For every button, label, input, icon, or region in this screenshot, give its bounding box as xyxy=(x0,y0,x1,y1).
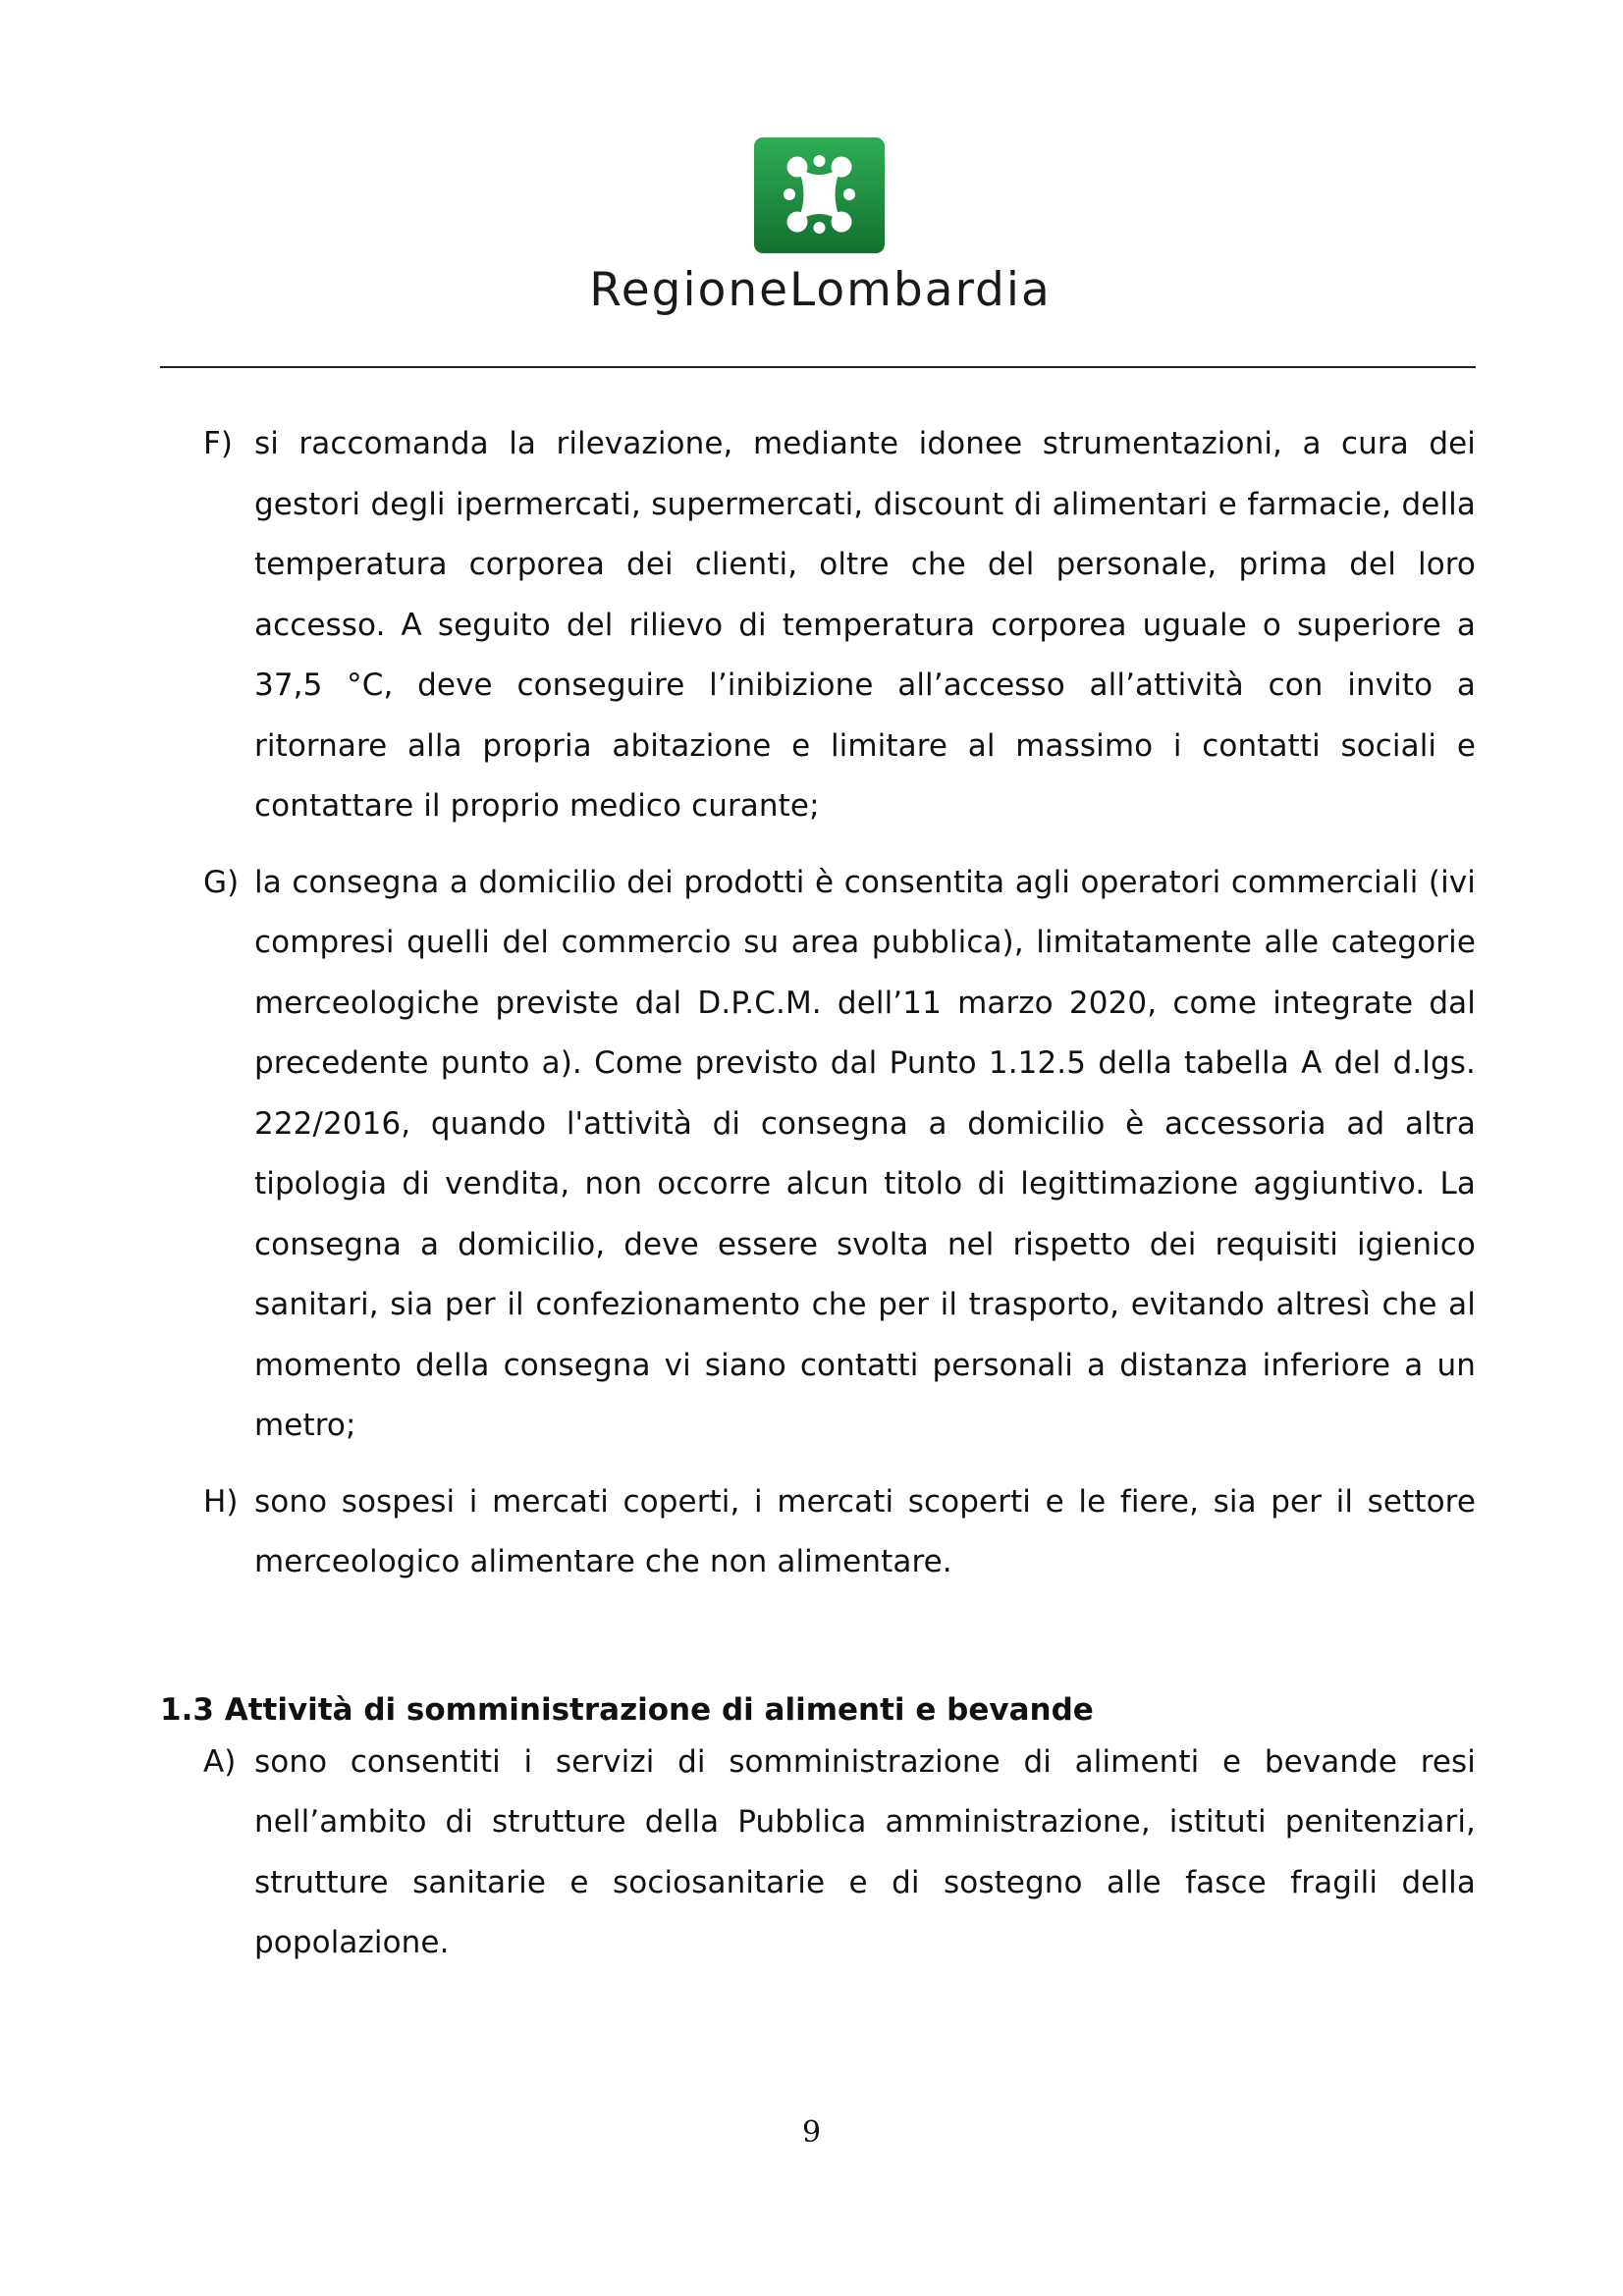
list-item-text: la consegna a domicilio dei prodotti è consentita agli operatori commerciali (ivi compresi quelli del commercio su area pubblica), limitatamente alle categorie merceologiche previste dal D.P.C.M. dell’11 marzo 2020, come integrate dal precedente punto a). Come previsto dal Punto 1.12.5 della tabella A del d.lgs. 222/2016, quando l'attività di consegna a domicilio è accessoria ad altra tipologia di vendita, non occorre alcun titolo di legittimazione aggiuntivo. La consegna a domicilio, deve essere svolta nel rispetto dei requisiti igienico sanitari, sia per il confezionamento che per il trasporto, evitando altresì che al momento della consegna vi siano contatti personali a distanza inferiore a un metro; xyxy=(254,864,1476,1443)
list-marker: A) xyxy=(203,1743,237,1780)
rosa-camuna-icon xyxy=(754,137,885,253)
document-body xyxy=(160,414,1476,1974)
list-item xyxy=(160,853,1476,1457)
list-item-text: sono sospesi i mercati coperti, i mercati scoperti e le fiere, sia per il settore merceologico alimentare che non alimentare. xyxy=(254,1483,1476,1579)
list-item-text: sono consentiti i servizi di somministrazione di alimenti e bevande resi nell’ambito di strutture della Pubblica amministrazione, istituti penitenziari, strutture sanitarie e sociosanitarie e di sostegno alle fasce fragili della popolazione. xyxy=(254,1743,1476,1960)
list-item xyxy=(160,414,1476,837)
logo-wordmark: RegioneLombardia xyxy=(589,263,1052,317)
header-logo xyxy=(0,137,1623,334)
page-number: 9 xyxy=(801,2115,822,2150)
list-marker: F) xyxy=(203,426,234,461)
list-marker: G) xyxy=(203,864,240,900)
list-item-text: si raccomanda la rilevazione, mediante idonee strumentazioni, a cura dei gestori degli ipermercati, supermercati, discount di alimentari e farmacie, della temperatura corporea dei clienti, oltre che del personale, prima del loro accesso. A seguito del rilievo di temperatura corporea uguale o superiore a 37,5 °C, deve conseguire l’inibizione all’accesso all’attività con invito a ritornare alla propria abitazione e limitare al massimo i contatti sociali e contattare il proprio medico curante; xyxy=(254,426,1476,824)
header-divider xyxy=(160,366,1476,368)
list-item xyxy=(160,1733,1476,1974)
section-heading: 1.3 Attività di somministrazione di alimenti e bevande xyxy=(160,1691,1094,1728)
list-marker: H) xyxy=(203,1483,239,1520)
list-item xyxy=(160,1472,1476,1593)
